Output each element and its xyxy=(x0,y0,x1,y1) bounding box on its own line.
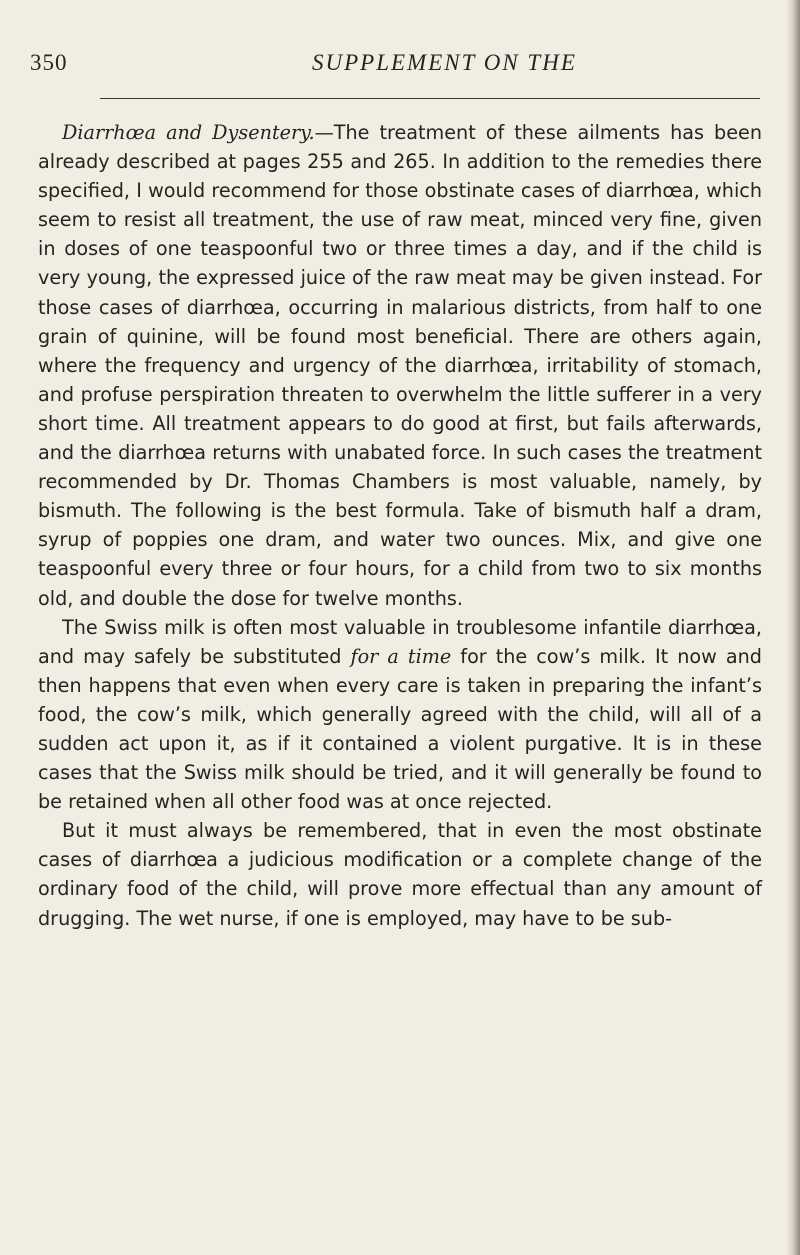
page-number: 350 xyxy=(30,50,68,75)
section-heading: Diarrhœa and Dysentery. xyxy=(62,121,315,144)
header-rule xyxy=(100,98,760,99)
paragraph-text: But it must always be remembered, that in even the most obstinate cases of diarrhœa a judicious modification or a complete change of the ordinary food of the child, will prove more effectual than any amount of drugging. The wet nurse, if one is employed, may have to be sub- xyxy=(38,819,762,930)
page-edge-shadow xyxy=(786,0,800,1255)
paragraph-text-before: The Swiss milk is often most valuable in troublesome infantile diarrhœa, and may safely be substituted xyxy=(38,615,762,668)
paragraph-text-after: for the cow’s milk. It now and then happens that even when every care is taken in preparing the infant’s food, the cow’s milk, which generally agreed with the child, will all of a sudden act upon it, as if it contained a violent purgative. It is in these cases that the Swiss milk should be tried, and it will generally be found to be retained when all other food was at once rejected. xyxy=(38,644,762,814)
paragraph-diarrhoea xyxy=(38,118,762,613)
paragraph-swiss-milk xyxy=(38,613,762,817)
body-text xyxy=(38,118,762,933)
paragraph-text: —The treatment of these ailments has been already described at pages 255 and 265. In addition to the remedies there specified, I would recommend for those obstinate cases of diarrhœa, which seem to resist all treatment, the use of raw meat, minced very fine, given in doses of one teaspoonful two or three times a day, and if the child is very young, the expressed juice of the raw meat may be given instead. For those cases of diarrhœa, occurring in malarious districts, from half to one grain of quinine, will be found most beneficial. There are others again, where the frequency and urgency of the diarrhœa, irritability of stomach, and profuse perspiration threaten to overwhelm the little sufferer in a very short time. All treatment appears to do good at first, but fails afterwards, and the diarrhœa returns with unabated force. In such cases the treatment recommended by Dr. Thomas Chambers is most valuable, namely, by bismuth. The following is the best formula. Take of bismuth half a dram, syrup of poppies one dram, and water two ounces. Mix, and give one teaspoonful every three or four hours, for a child from two to six months old, and double the dose for twelve months. xyxy=(38,121,762,610)
running-head: SUPPLEMENT ON THE xyxy=(312,50,577,75)
page-header xyxy=(30,50,760,86)
italic-phrase: for a time xyxy=(350,644,452,668)
paragraph-food-change xyxy=(38,816,762,932)
